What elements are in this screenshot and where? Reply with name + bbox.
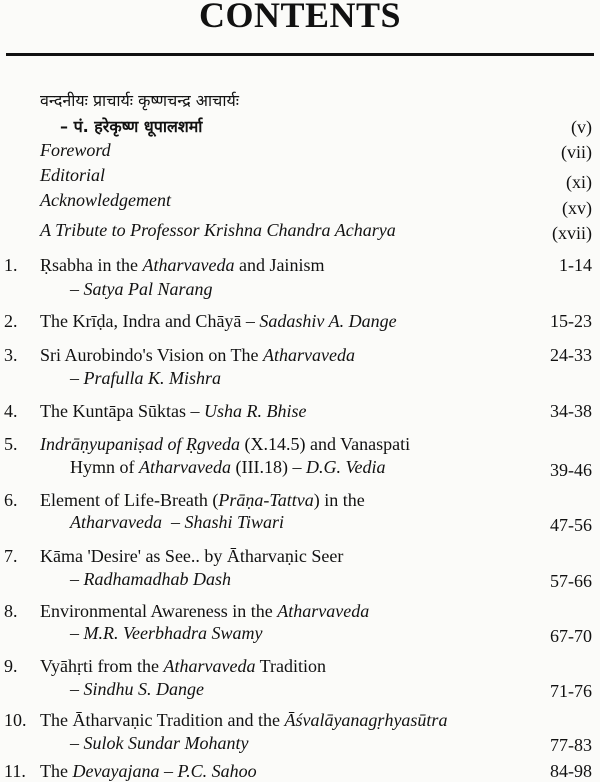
chapter-author: – Sulok Sundar Mohanty	[70, 733, 249, 753]
chapter-title: Kāma 'Desire' as See.. by Ātharvaṇic Seer	[40, 546, 344, 566]
front-page-acknowledgement: (xv)	[562, 198, 592, 218]
chapter-author: – Shashi Tiwari	[170, 512, 285, 532]
chapter-title: Ṛsabha in the Atharvaveda and Jainism	[40, 255, 325, 275]
chapter-author: – Prafulla K. Mishra	[70, 368, 222, 388]
front-page-editorial: (xi)	[566, 172, 592, 192]
chapter-page: 47-56	[550, 515, 592, 535]
chapter-author: – P.C. Sahoo	[163, 761, 257, 781]
sanskrit-author: – पं. हरेकृष्ण धूपालशर्मा	[60, 117, 203, 136]
chapter-number: 6.	[4, 490, 18, 510]
chapter-title: The Kuntāpa Sūktas – Usha R. Bhise	[40, 401, 307, 421]
chapter-author: – Sindhu S. Dange	[70, 679, 204, 699]
chapter-page: 57-66	[550, 571, 592, 591]
chapter-title-line2: Hymn of Atharvaveda (III.18) – D.G. Vedia	[70, 457, 386, 477]
chapter-author: – Sadashiv A. Dange	[245, 311, 397, 331]
front-item-editorial: Editorial	[40, 165, 106, 185]
front-page-foreword: (vii)	[561, 142, 592, 162]
chapter-number: 2.	[4, 311, 18, 331]
chapter-page: 67-70	[550, 626, 592, 646]
chapter-page: 77-83	[550, 735, 592, 755]
chapter-title-line2: Atharvaveda – Shashi Tiwari	[70, 512, 285, 532]
chapter-title: The Krīḍa, Indra and Chāyā – Sadashiv A. Dange	[40, 311, 397, 331]
chapter-number: 1.	[4, 255, 18, 275]
chapter-title: Vyāhṛti from the Atharvaveda Tradition	[40, 656, 326, 676]
chapter-page: 71-76	[550, 681, 592, 701]
chapter-page: 34-38	[550, 401, 592, 421]
chapter-title: Sri Aurobindo's Vision on The Atharvaveda	[40, 345, 355, 365]
chapter-number: 8.	[4, 601, 18, 621]
sanskrit-title: वन्दनीयः प्राचार्यः कृष्णचन्द्र आचार्यः	[40, 91, 239, 110]
chapter-page: 39-46	[550, 460, 592, 480]
chapter-number: 11.	[4, 761, 26, 781]
chapter-title: The Devayajana – P.C. Sahoo	[40, 761, 257, 781]
page-title: CONTENTS	[198, 0, 402, 35]
front-item-acknowledgement: Acknowledgement	[40, 190, 171, 210]
chapter-page: 15-23	[550, 311, 592, 331]
front-item-foreword: Foreword	[40, 140, 111, 160]
chapter-author: – D.G. Vedia	[292, 457, 386, 477]
front-item-tribute: A Tribute to Professor Krishna Chandra Acharya	[40, 220, 396, 240]
chapter-page: 24-33	[550, 345, 592, 365]
chapter-author: – M.R. Veerbhadra Swamy	[70, 623, 263, 643]
chapter-title: Indrāṇyupaniṣad of Ṛgveda (X.14.5) and Vanaspati	[40, 434, 411, 454]
chapter-number: 3.	[4, 345, 18, 365]
chapter-author: – Usha R. Bhise	[190, 401, 307, 421]
chapter-author: – Radhamadhab Dash	[70, 569, 231, 589]
chapter-number: 5.	[4, 434, 18, 454]
chapter-author: – Satya Pal Narang	[70, 279, 213, 299]
sanskrit-page: (v)	[571, 117, 592, 137]
chapter-title: Environmental Awareness in the Atharvaveda	[40, 601, 370, 621]
chapter-page: 84-98	[550, 761, 592, 781]
chapter-number: 4.	[4, 401, 18, 421]
chapter-title: The Ātharvaṇic Tradition and the Āśvalāyanagṛhyasūtra	[40, 710, 448, 730]
title-rule	[6, 53, 594, 56]
chapter-number: 9.	[4, 656, 18, 676]
front-page-tribute: (xvii)	[552, 223, 592, 243]
chapter-number: 7.	[4, 546, 18, 566]
chapter-number: 10.	[4, 710, 27, 730]
chapter-title: Element of Life-Breath (Prāṇa-Tattva) in the	[40, 490, 365, 510]
chapter-page: 1-14	[559, 255, 592, 275]
